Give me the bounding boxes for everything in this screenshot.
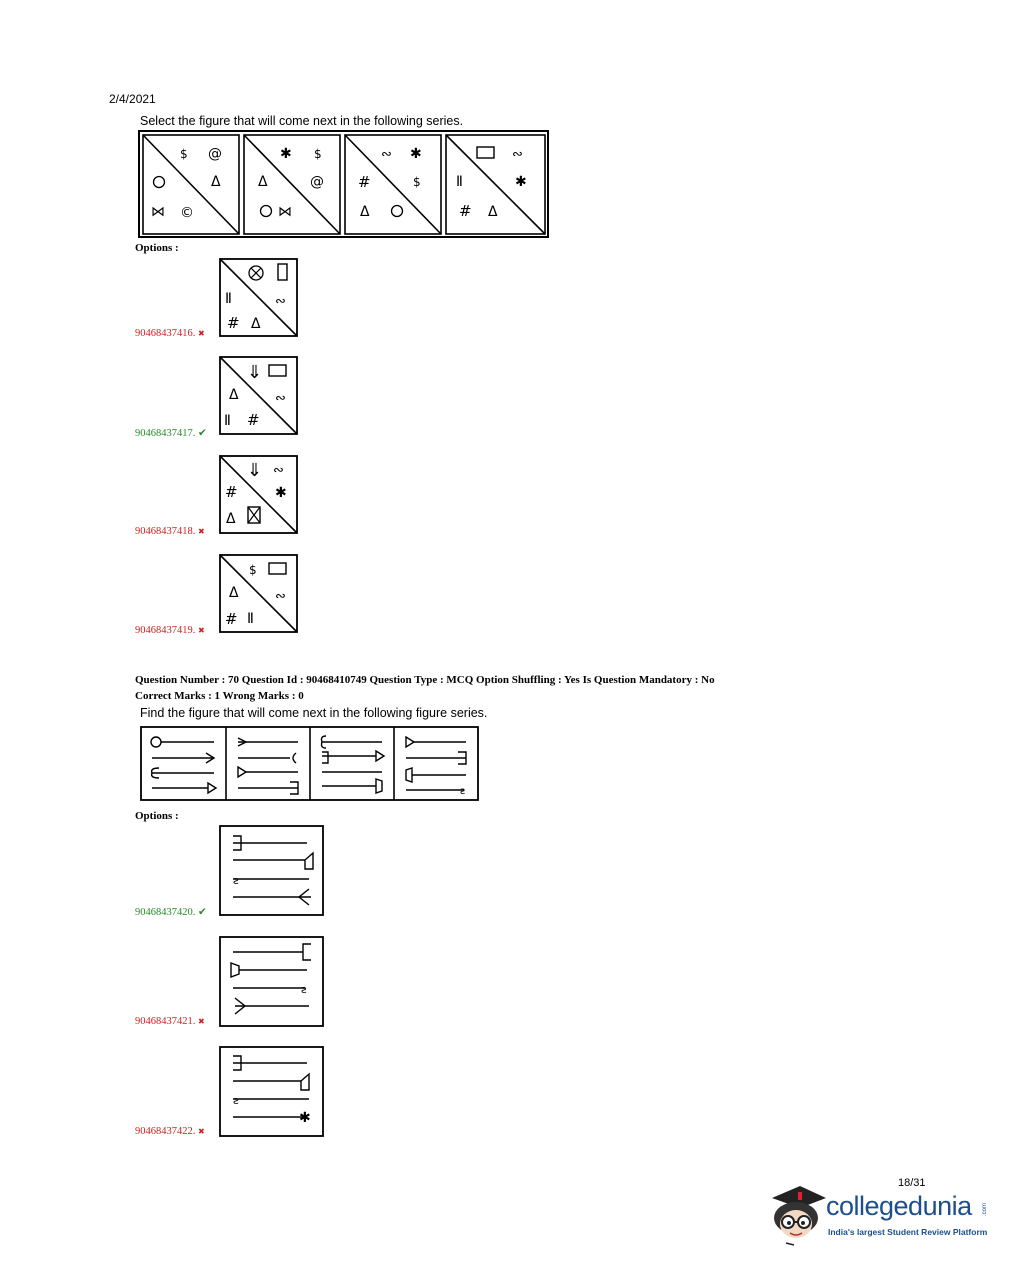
svg-text:@: @ bbox=[310, 174, 324, 190]
q69-option-2-id: 90468437417. bbox=[135, 428, 196, 439]
q69-option-1-id: 90468437416. bbox=[135, 328, 196, 339]
wrong-mark-icon: ✖ bbox=[198, 626, 205, 635]
svg-text:Ⅱ: Ⅱ bbox=[224, 413, 231, 429]
wrong-mark-icon: ✖ bbox=[198, 1127, 205, 1136]
q69-option-4-row[interactable] bbox=[135, 625, 205, 636]
print-date: 2/4/2021 bbox=[109, 92, 156, 106]
svg-text:@: @ bbox=[208, 146, 222, 162]
brand-logo-text: collegedunia bbox=[826, 1191, 972, 1221]
question-70-prompt: Find the figure that will come next in the following figure series. bbox=[140, 706, 488, 720]
wrong-mark-icon: ✖ bbox=[198, 1017, 205, 1026]
svg-text:✱: ✱ bbox=[515, 174, 527, 190]
q69-series-box-1 bbox=[143, 135, 239, 234]
svg-text:Δ: Δ bbox=[211, 174, 221, 190]
q69-series-box-2 bbox=[244, 135, 340, 234]
collegedunia-mascot-icon bbox=[768, 1180, 828, 1246]
q70-option-3-row[interactable] bbox=[135, 1126, 205, 1137]
svg-text:#: # bbox=[227, 314, 240, 332]
svg-text:Ⅱ: Ⅱ bbox=[247, 611, 254, 627]
svg-text:$: $ bbox=[180, 147, 188, 161]
svg-text:✱: ✱ bbox=[275, 485, 287, 501]
q69-option-1-row[interactable] bbox=[135, 328, 205, 339]
q70-option-2-figure[interactable] bbox=[219, 936, 325, 1028]
svg-text:©: © bbox=[180, 205, 194, 221]
q69-option-3-id: 90468437418. bbox=[135, 526, 196, 537]
svg-text:∾: ∾ bbox=[275, 589, 286, 604]
svg-text:Ⅱ: Ⅱ bbox=[225, 291, 232, 307]
correct-mark-icon: ✔ bbox=[198, 428, 207, 439]
svg-text:✱: ✱ bbox=[280, 146, 292, 162]
svg-text:$: $ bbox=[413, 175, 421, 189]
q70-option-2-row[interactable] bbox=[135, 1016, 205, 1027]
q69-option-1-figure[interactable] bbox=[219, 258, 299, 338]
svg-text:ƨ: ƨ bbox=[301, 983, 307, 996]
svg-text:Δ: Δ bbox=[229, 585, 239, 601]
wrong-mark-icon: ✖ bbox=[198, 329, 205, 338]
svg-text:⇓: ⇓ bbox=[247, 362, 263, 383]
svg-text:#: # bbox=[225, 610, 238, 628]
q69-option-4-figure[interactable] bbox=[219, 554, 299, 634]
q69-option-3-figure[interactable] bbox=[219, 455, 299, 535]
q70-option-3-id: 90468437422. bbox=[135, 1126, 196, 1137]
svg-text:#: # bbox=[225, 483, 238, 501]
svg-text:ƨ: ƨ bbox=[460, 786, 466, 797]
svg-text:∾: ∾ bbox=[275, 294, 286, 309]
q69-option-3-row[interactable] bbox=[135, 526, 205, 537]
question-70-meta: Question Number : 70 Question Id : 90468410749 Question Type : MCQ Option Shuffling : Yes Is Question Mandatory : No bbox=[135, 674, 715, 686]
q69-series-figure bbox=[138, 130, 550, 239]
question-69-prompt: Select the figure that will come next in the following series. bbox=[140, 114, 464, 128]
svg-text:⇓: ⇓ bbox=[247, 460, 263, 481]
svg-text:$: $ bbox=[249, 563, 257, 577]
svg-text:⋈: ⋈ bbox=[151, 204, 165, 220]
svg-text:Δ: Δ bbox=[251, 316, 261, 332]
brand-suffix: .com bbox=[982, 1203, 988, 1217]
q70-options-label: Options : bbox=[135, 810, 179, 822]
q70-option-1-figure[interactable] bbox=[219, 825, 325, 917]
q69-options-label: Options : bbox=[135, 242, 179, 254]
svg-text:∾: ∾ bbox=[275, 391, 286, 406]
svg-text:ƨ: ƨ bbox=[233, 874, 239, 887]
q70-option-1-id: 90468437420. bbox=[135, 907, 196, 918]
wrong-mark-icon: ✖ bbox=[198, 527, 205, 536]
svg-text:#: # bbox=[459, 202, 472, 220]
svg-text:#: # bbox=[247, 411, 260, 429]
svg-text:ƨ: ƨ bbox=[233, 1094, 239, 1107]
page-number: 18/31 bbox=[898, 1177, 926, 1189]
q69-option-2-figure[interactable] bbox=[219, 356, 299, 436]
q69-series-box-4 bbox=[446, 135, 545, 234]
correct-mark-icon: ✔ bbox=[198, 907, 207, 918]
q69-series-box-3 bbox=[345, 135, 441, 234]
q70-option-3-figure[interactable] bbox=[219, 1046, 325, 1138]
svg-text:∾: ∾ bbox=[381, 147, 392, 162]
svg-text:✱: ✱ bbox=[299, 1110, 311, 1126]
q69-option-4-id: 90468437419. bbox=[135, 625, 196, 636]
question-70-marks: Correct Marks : 1 Wrong Marks : 0 bbox=[135, 690, 304, 702]
svg-text:$: $ bbox=[314, 147, 322, 161]
q69-option-2-row[interactable] bbox=[135, 427, 207, 439]
q70-series-figure bbox=[140, 726, 480, 802]
svg-text:✱: ✱ bbox=[410, 146, 422, 162]
svg-text:∾: ∾ bbox=[512, 147, 523, 162]
svg-text:∾: ∾ bbox=[273, 463, 284, 478]
svg-text:#: # bbox=[358, 173, 371, 191]
svg-text:Δ: Δ bbox=[360, 204, 370, 220]
svg-text:Δ: Δ bbox=[226, 511, 236, 527]
brand-tagline: India's largest Student Review Platform bbox=[828, 1227, 988, 1237]
q70-option-1-row[interactable] bbox=[135, 906, 207, 918]
svg-text:Ⅱ: Ⅱ bbox=[456, 174, 463, 190]
q70-option-2-id: 90468437421. bbox=[135, 1016, 196, 1027]
svg-text:Δ: Δ bbox=[488, 204, 498, 220]
svg-text:Δ: Δ bbox=[258, 174, 268, 190]
svg-text:⋈: ⋈ bbox=[278, 204, 292, 220]
svg-text:Δ: Δ bbox=[229, 387, 239, 403]
